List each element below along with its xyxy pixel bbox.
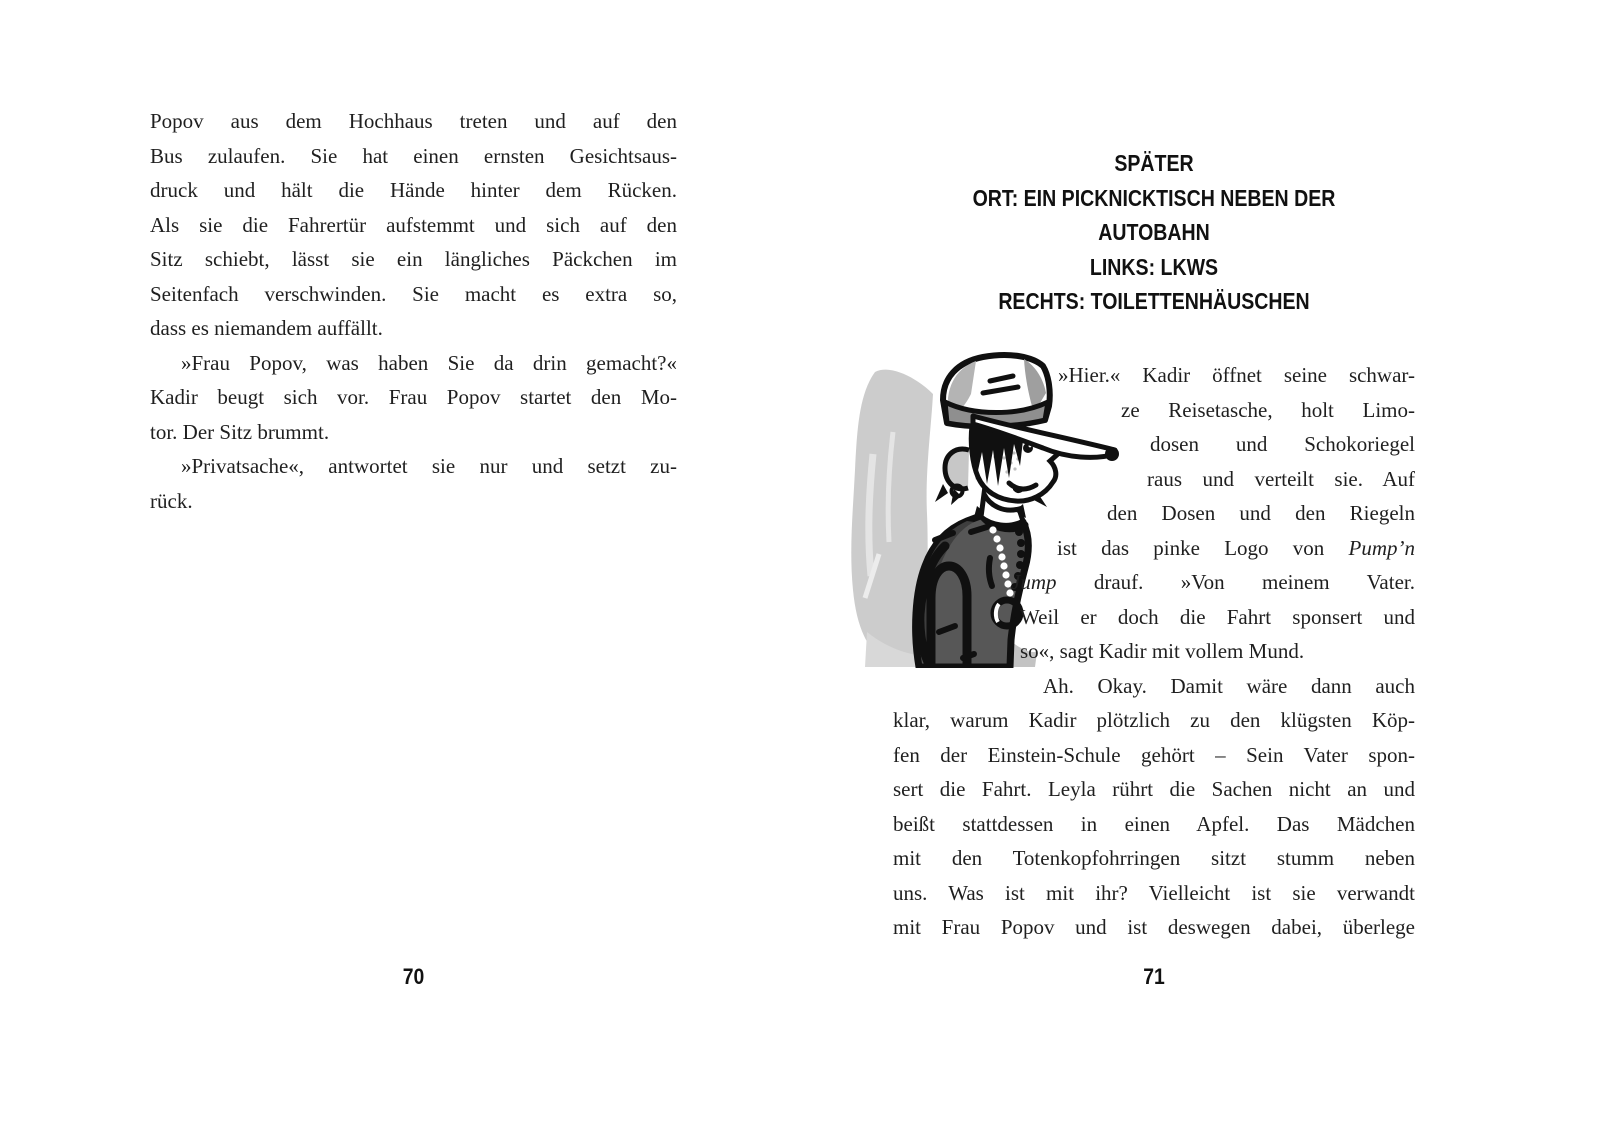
left-page-text bbox=[150, 104, 677, 518]
text-line: den Dosen und den Riegeln bbox=[1107, 501, 1415, 525]
text-line: Weil er doch die Fahrt sponsert und bbox=[1020, 604, 1415, 629]
right-page-text bbox=[893, 358, 1415, 945]
text-line: »Frau Popov, was haben Sie da drin gemacht?« bbox=[181, 350, 677, 375]
text-line: klar, warum Kadir plötzlich zu den klügsten Köp- bbox=[893, 708, 1415, 732]
text-line: mit Frau Popov und ist deswegen dabei, überlege bbox=[893, 915, 1415, 939]
text-line: sert die Fahrt. Leyla rührt die Sachen nicht an und bbox=[893, 777, 1415, 801]
text-line: dass es niemandem auffällt. bbox=[150, 316, 383, 340]
text-line: raus und verteilt sie. Auf bbox=[1147, 466, 1415, 491]
text-line: Sitz schiebt, lässt sie ein längliches Päckchen im bbox=[150, 247, 677, 271]
page-number-left: 70 bbox=[402, 964, 425, 989]
text-segment: drauf. »Von meinem Vater. bbox=[1093, 570, 1415, 594]
text-line: Ah. Okay. Damit wäre dann auch bbox=[1043, 673, 1415, 698]
scene-header-line: SPÄTER bbox=[1114, 150, 1194, 176]
text-line: Popov aus dem Hochhaus treten und auf den bbox=[150, 109, 677, 133]
text-line: dosen und Schokoriegel bbox=[1150, 432, 1415, 456]
text-line: Als sie die Fahrertür aufstemmt und sich auf den bbox=[150, 212, 677, 237]
scene-header-line: LINKS: LKWS bbox=[1089, 253, 1219, 280]
brand-name: Jump bbox=[1011, 570, 1057, 594]
text-line: »Hier.« Kadir öffnet seine schwar- bbox=[1058, 363, 1415, 387]
text-line: »Privatsache«, antwortet sie nur und setzt zu- bbox=[181, 454, 677, 478]
text-line bbox=[893, 565, 1415, 600]
text-line: beißt stattdessen in einen Apfel. Das Mädchen bbox=[893, 811, 1415, 836]
text-line: uns. Was ist mit ihr? Vielleicht ist sie verwandt bbox=[893, 880, 1415, 905]
text-segment: ist das pinke Logo von bbox=[1057, 535, 1325, 560]
text-line: rück. bbox=[150, 488, 193, 513]
text-line: so«, sagt Kadir mit vollem Mund. bbox=[1020, 639, 1305, 663]
scene-header-line: ORT: EIN PICKNICKTISCH NEBEN DER AUTOBAHN bbox=[972, 184, 1336, 245]
scene-header bbox=[893, 146, 1415, 319]
text-line: mit den Totenkopfohrringen sitzt stumm neben bbox=[893, 846, 1415, 870]
text-line: Bus zulaufen. Sie hat einen ernsten Gesichtsaus- bbox=[150, 143, 677, 168]
page-number-right: 71 bbox=[1143, 964, 1165, 989]
brand-name: Pump’n bbox=[1348, 535, 1415, 560]
text-line: ze Reisetasche, holt Limo- bbox=[1121, 397, 1415, 422]
text-line: Seitenfach verschwinden. Sie macht es extra so, bbox=[150, 281, 677, 306]
text-line bbox=[893, 531, 1415, 566]
text-line: druck und hält die Hände hinter dem Rücken. bbox=[150, 178, 677, 202]
text-line: tor. Der Sitz brummt. bbox=[150, 419, 330, 444]
scene-header-line: RECHTS: TOILETTENHÄUSCHEN bbox=[998, 288, 1310, 314]
text-line: Kadir beugt sich vor. Frau Popov startet den Mo- bbox=[150, 385, 677, 409]
text-line: fen der Einstein-Schule gehört – Sein Vater spon- bbox=[893, 742, 1415, 767]
